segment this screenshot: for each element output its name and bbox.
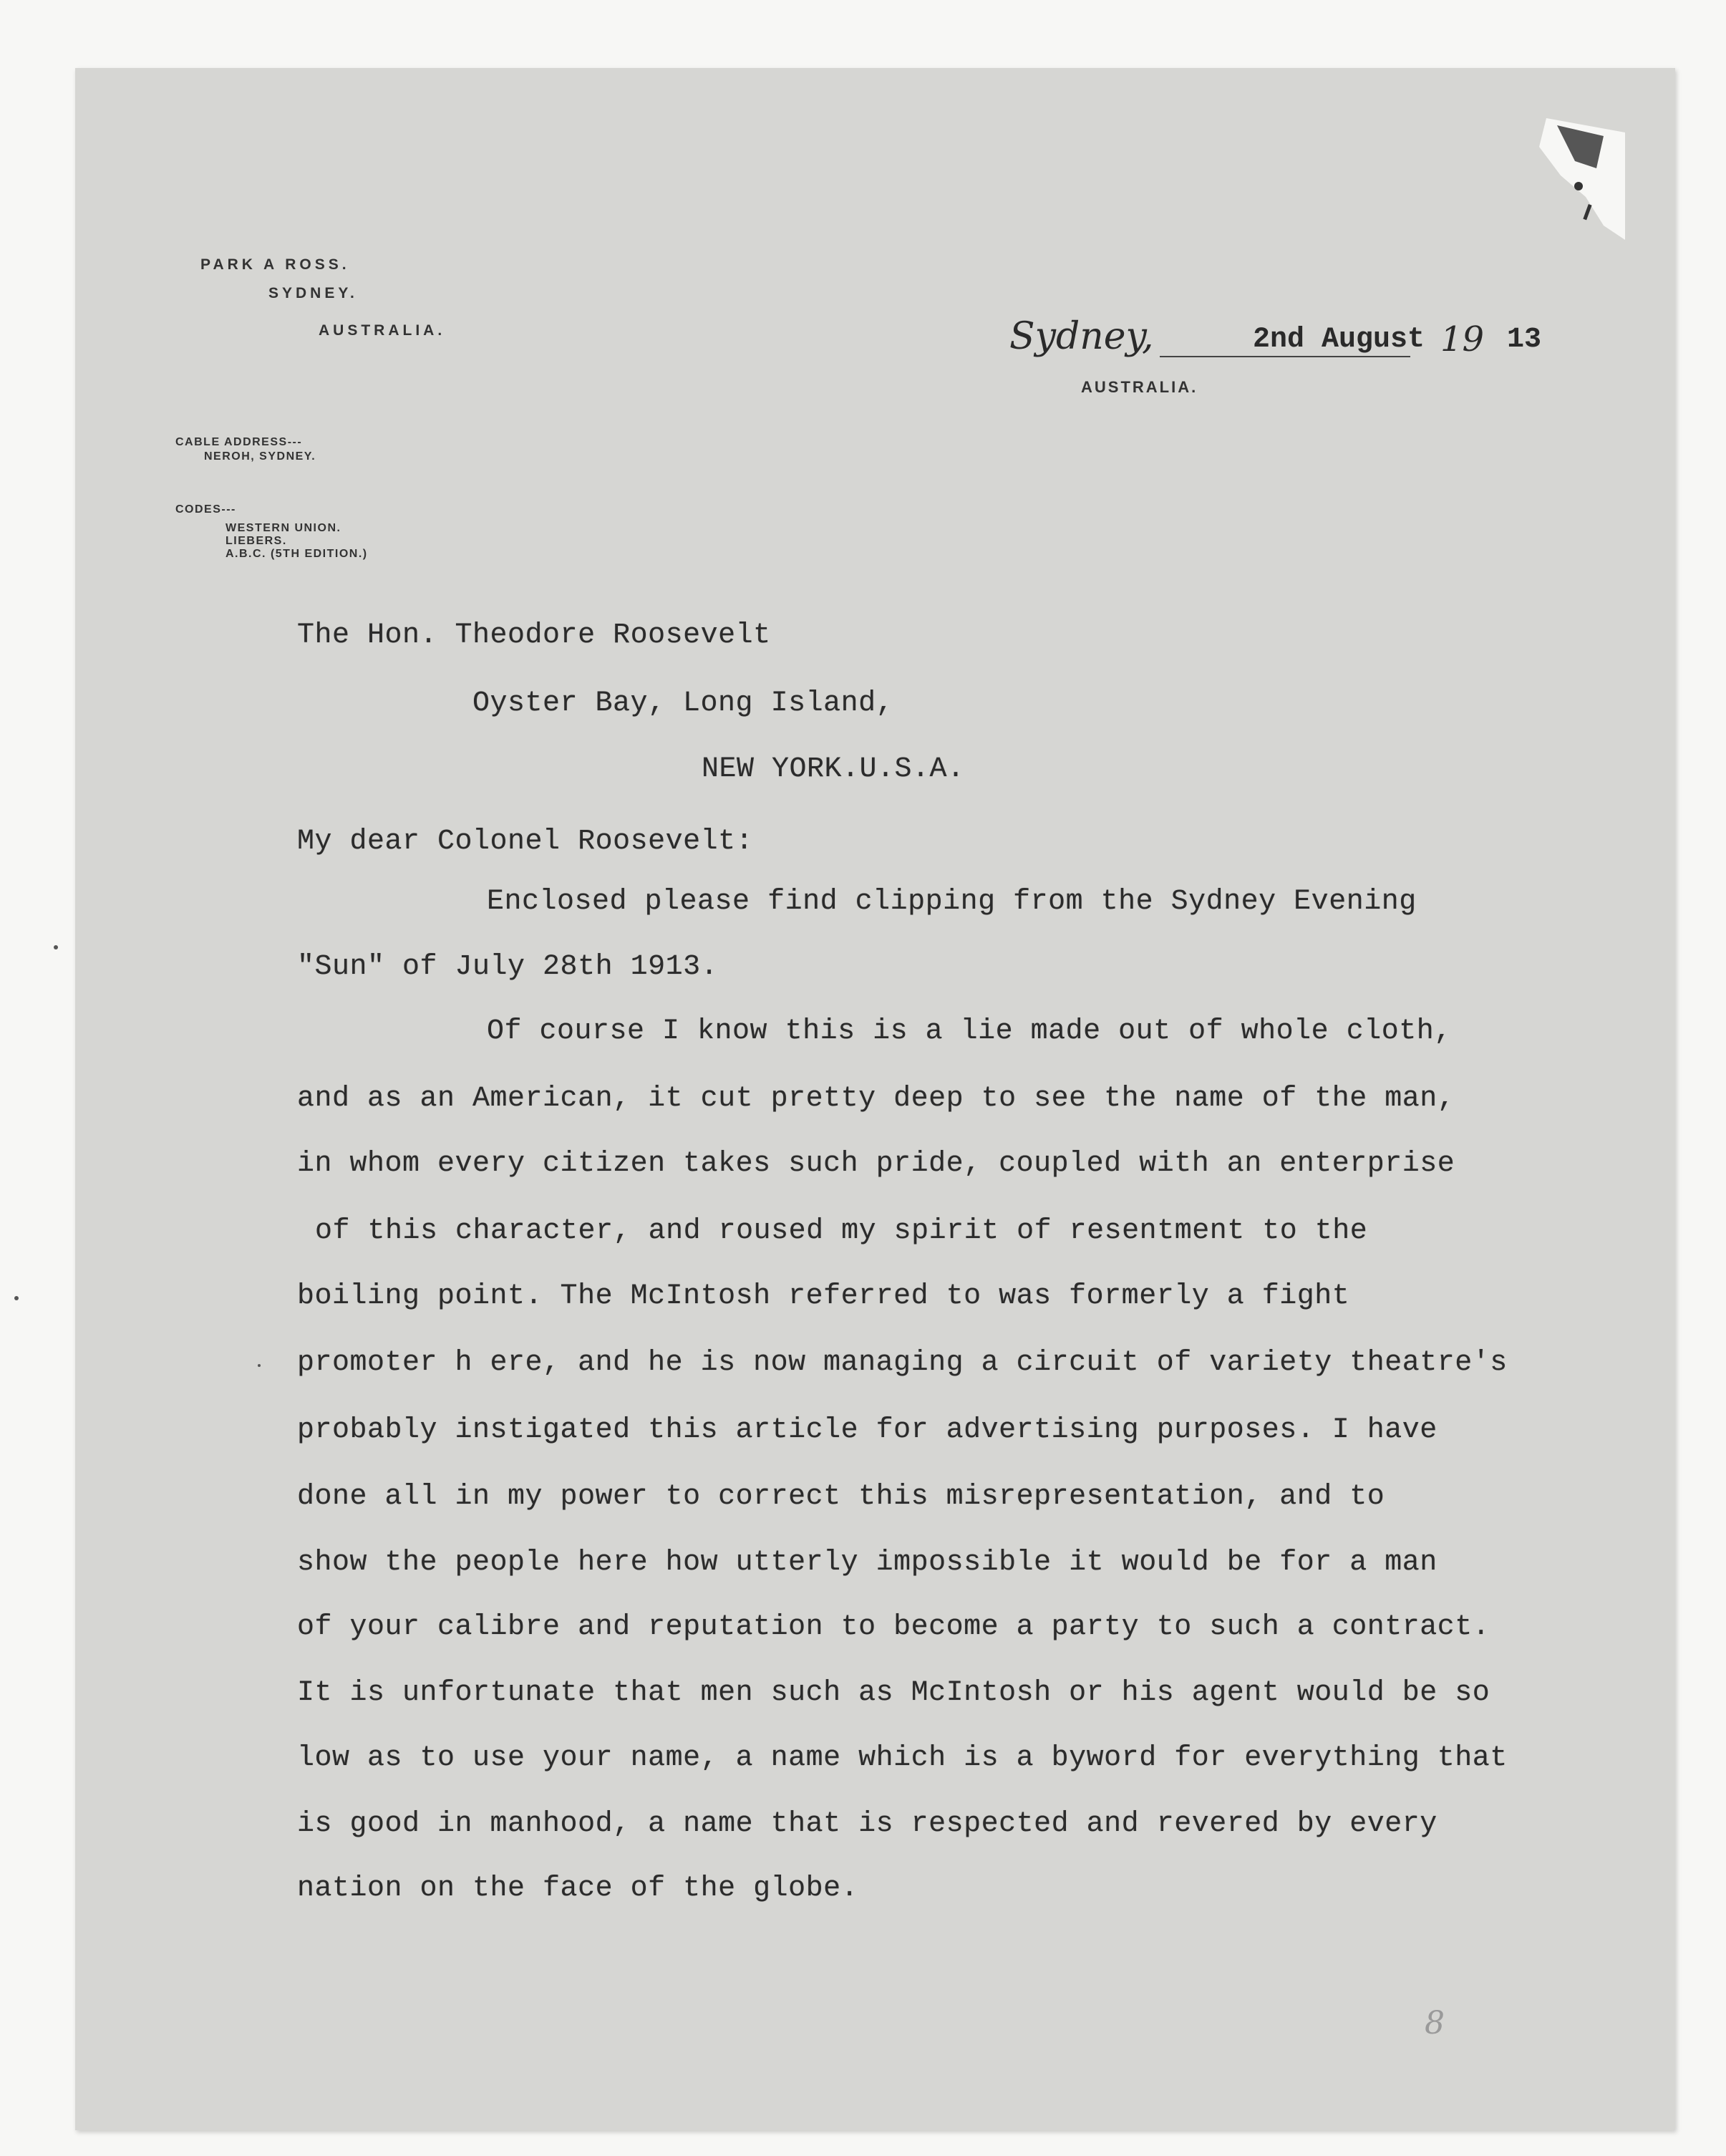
body-line: promoter h ere, and he is now managing a circuit of variety theatre's [297, 1347, 1508, 1379]
body-line: nation on the face of the globe. [297, 1872, 859, 1905]
dateline-country: AUSTRALIA. [1081, 378, 1198, 396]
pencil-archive-mark: 8 [1425, 2005, 1445, 2041]
body-line: It is unfortunate that men such as McIntosh or his agent would be so [297, 1677, 1490, 1709]
body-line: probably instigated this article for advertising purposes. I have [297, 1414, 1437, 1446]
body-line: done all in my power to correct this misrepresentation, and to [297, 1481, 1385, 1513]
scan-speck [54, 945, 58, 949]
code-liebers: LIEBERS. [226, 535, 287, 547]
dateline [1009, 315, 1568, 365]
body-line: "Sun" of July 28th 1913. [297, 951, 719, 983]
dateline-place: Sydney, [1009, 315, 1154, 358]
cable-address-label: CABLE ADDRESS--- [175, 436, 303, 448]
body-line: low as to use your name, a name which is a byword for everything that [297, 1742, 1508, 1774]
body-line: is good in manhood, a name that is respected and revered by every [297, 1808, 1437, 1840]
body-line: of your calibre and reputation to become a party to such a contract. [297, 1611, 1490, 1643]
letterhead-city: SYDNEY. [268, 285, 358, 301]
letterhead-country: AUSTRALIA. [319, 322, 446, 339]
code-western-union: WESTERN UNION. [226, 522, 341, 534]
body-line: and as an American, it cut pretty deep to see the name of the man, [297, 1083, 1455, 1115]
code-abc: A.B.C. (5TH EDITION.) [226, 548, 368, 560]
dateline-year-printed: 19 [1440, 319, 1485, 359]
cable-address-value: NEROH, SYDNEY. [204, 450, 316, 463]
dateline-date: 2nd August [1253, 324, 1425, 356]
address-line-1: The Hon. Theodore Roosevelt [297, 619, 771, 652]
address-line-3: NEW YORK.U.S.A. [702, 753, 965, 785]
letterhead-firm: PARK A ROSS. [200, 256, 350, 273]
body-line: show the people here how utterly impossible it would be for a man [297, 1547, 1437, 1579]
body-line: of this character, and roused my spirit of resentment to the [315, 1215, 1368, 1247]
body-line: in whom every citizen takes such pride, coupled with an enterprise [297, 1148, 1455, 1180]
scan-speck [258, 1364, 261, 1367]
codes-label: CODES--- [175, 503, 236, 516]
salutation: My dear Colonel Roosevelt: [297, 826, 754, 858]
torn-corner-stamp [1518, 118, 1625, 240]
body-line: Of course I know this is a lie made out of whole cloth, [487, 1015, 1452, 1048]
scan-speck [14, 1296, 19, 1300]
dateline-year-typed: 13 [1507, 324, 1542, 356]
body-line: Enclosed please find clipping from the Sydney Evening [487, 886, 1417, 918]
body-line: boiling point. The McIntosh referred to was formerly a fight [297, 1280, 1350, 1313]
address-line-2: Oyster Bay, Long Island, [472, 687, 894, 720]
dateline-rule [1160, 356, 1410, 357]
